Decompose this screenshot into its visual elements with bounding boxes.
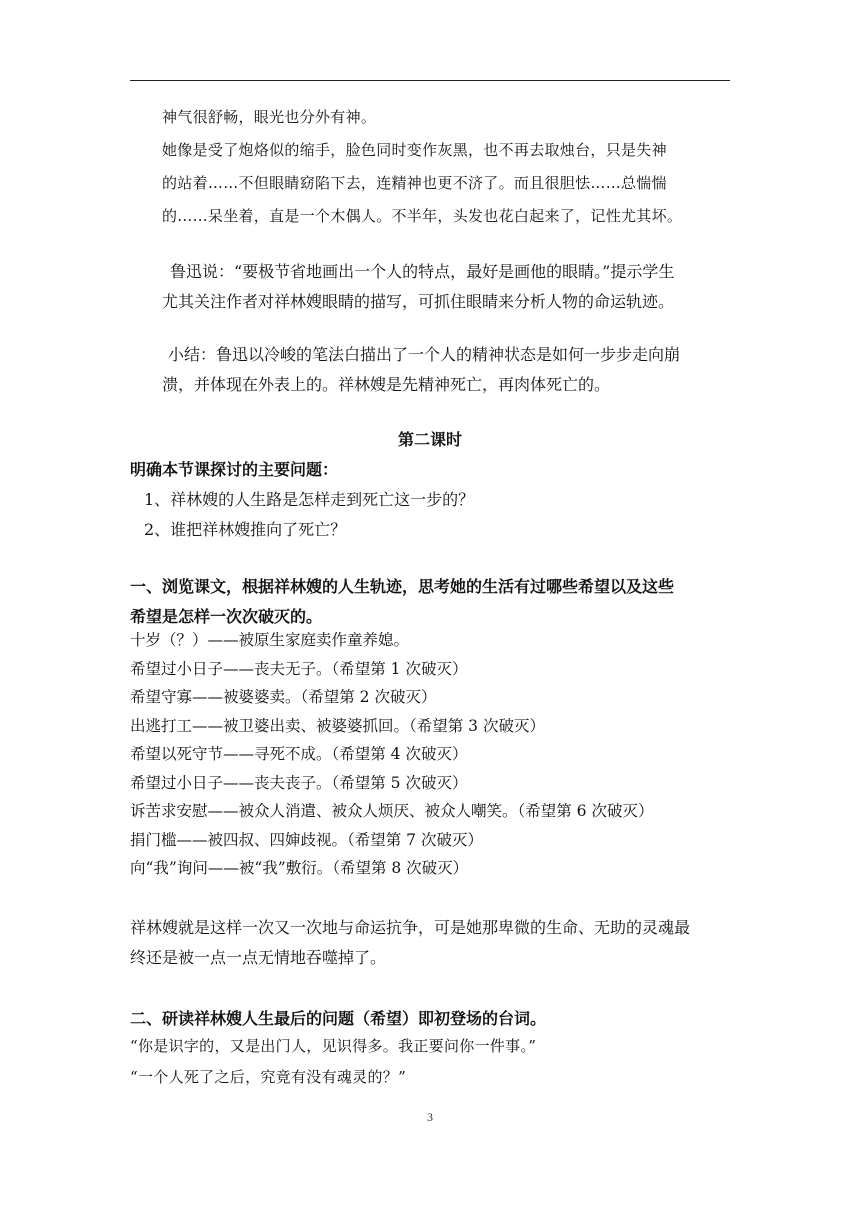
list-item: 出逃打工——被卫婆出卖、被婆婆抓回。（希望第 3 次破灭） xyxy=(130,716,545,735)
header-rule xyxy=(130,80,730,81)
questions-block xyxy=(130,455,730,545)
list-item: 捐门槛——被四叔、四婶歧视。（希望第 7 次破灭） xyxy=(130,830,483,849)
lesson-title: 第二课时 xyxy=(397,430,462,449)
excerpt-line: 她像是受了炮烙似的缩手，脸色同时变作灰黑，也不再去取烛台，只是失神 xyxy=(162,141,667,159)
list-item: 希望守寡——被婆婆卖。（希望第 2 次破灭） xyxy=(130,688,437,706)
excerpt-line: 的……呆坐着，直是一个木偶人。不半年，头发也花白起来了，记性尤其坏。 xyxy=(162,207,683,225)
paragraph-line: 终还是被一点一点无情地吞噬掉了。 xyxy=(130,948,387,967)
page-number: 3 xyxy=(427,1110,433,1124)
section1-heading xyxy=(130,572,730,632)
list-item: 希望以死守节——寻死不成。（希望第 4 次破灭） xyxy=(130,745,468,763)
question-item: 2、谁把祥林嫂推向了死亡？ xyxy=(144,520,347,539)
heading-line: 希望是怎样一次次破灭的。 xyxy=(130,607,323,626)
hope-list xyxy=(130,626,730,883)
section1-conclusion xyxy=(130,913,730,973)
paragraph-line: 溃，并体现在外表上的。祥林嫂是先精神死亡，再肉体死亡的。 xyxy=(162,375,611,394)
list-item: 希望过小日子——丧夫丧子。（希望第 5 次破灭） xyxy=(130,773,468,792)
quote-line: “一个人死了之后，究竟有没有魂灵的？” xyxy=(130,1068,407,1086)
list-item: 十岁（？）——被原生家庭卖作童养媳。 xyxy=(130,631,410,649)
questions-heading: 明确本节课探讨的主要问题： xyxy=(130,460,339,479)
excerpt-line: 的站着……不但眼睛窈陷下去，连精神也更不济了。而且很胆怯……总惴惴 xyxy=(162,174,667,192)
quote-line: “你是识字的，又是出门人，见识得多。我正要问你一件事。” xyxy=(130,1037,537,1055)
summary-paragraph xyxy=(130,340,730,400)
heading-line: 一、浏览课文，根据祥林嫂的人生轨迹，思考她的生活有过哪些希望以及这些 xyxy=(130,577,675,596)
section2-heading: 二、研读祥林嫂人生最后的问题（希望）即初登场的台词。 xyxy=(130,1009,547,1028)
section2-quotes xyxy=(130,1031,730,1093)
question-item: 1、祥林嫂的人生路是怎样走到死亡这一步的？ xyxy=(144,490,475,509)
list-item: 向“我”询问——被“我”敷衍。（希望第 8 次破灭） xyxy=(130,859,469,877)
paragraph-line: 小结：鲁迅以冷峻的笔法白描出了一个人的精神状态是如何一步步走向崩 xyxy=(168,345,681,364)
list-item: 诉苦求安慰——被众人消遣、被众人烦厌、被众人嘲笑。（希望第 6 次破灭） xyxy=(130,802,654,820)
list-item: 希望过小日子——丧夫无子。（希望第 1 次破灭） xyxy=(130,659,468,678)
excerpt-line: 神气很舒畅，眼光也分外有神。 xyxy=(162,108,377,126)
paragraph-line: 尤其关注作者对祥林嫂眼睛的描写，可抓住眼睛来分析人物的命运轨迹。 xyxy=(162,292,675,311)
excerpt-block xyxy=(130,101,730,233)
paragraph-line: 祥林嫂就是这样一次又一次地与命运抗争，可是她那卑微的生命、无助的灵魂最 xyxy=(130,918,691,937)
paragraph-line: 鲁迅说：“要极节省地画出一个人的特点，最好是画他的眼睛。”提示学生 xyxy=(170,262,675,281)
quote-note-paragraph xyxy=(130,257,730,317)
